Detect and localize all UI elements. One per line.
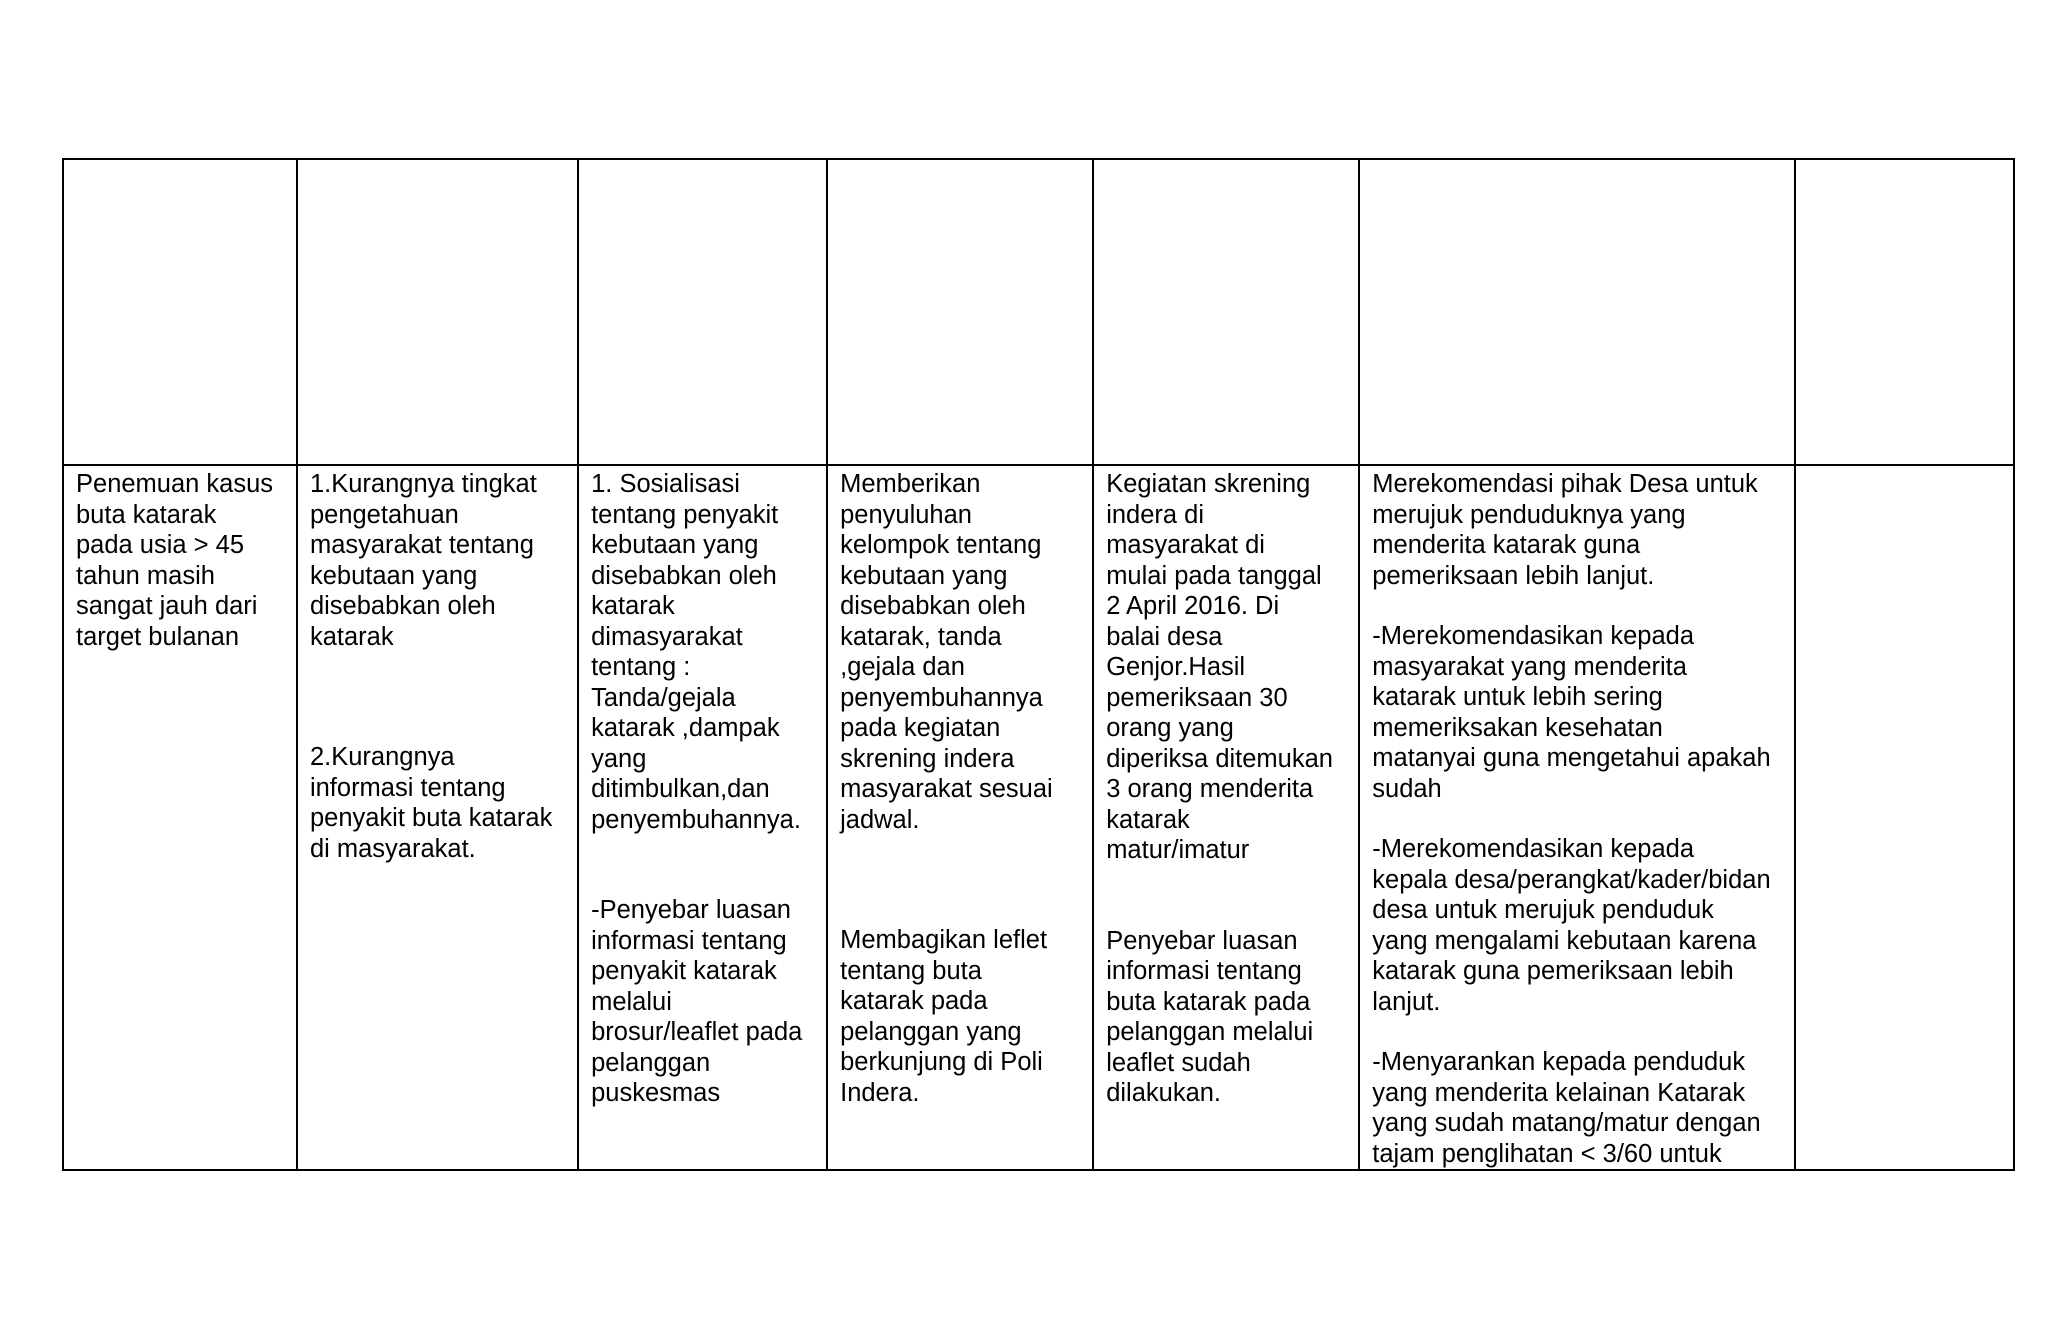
activity-text-2: Membagikan leflet tentang buta katarak pada pelanggan yang berkunjung di Poli Indera. <box>840 926 1048 1107</box>
table-cell-empty <box>63 159 297 465</box>
table-cell-empty <box>1795 465 2014 1170</box>
activity-cell <box>827 465 1093 1170</box>
table-cell-empty <box>827 159 1093 465</box>
recommendation-text-1: Merekomendasi pihak Desa untuk merujuk penduduknya yang menderita katarak guna pemeriksaan lebih lanjut. <box>1372 470 1758 590</box>
recommendation-text-4: -Menyarankan kepada penduduk yang menderita kelainan Katarak yang sudah matang/matur dengan tajam penglihatan < 3/60 untuk <box>1372 1048 1761 1168</box>
problem-cell <box>63 465 297 1170</box>
plan-cell <box>578 465 827 1170</box>
cause-text-1: 1.Kurangnya tingkat pengetahuan masyarakat tentang kebutaan yang disebabkan oleh katarak <box>309 470 537 651</box>
activity-text-1: Memberikan penyuluhan kelompok tentang kebutaan yang disebabkan oleh katarak, tanda ,gejala dan penyembuhannya pada kegiatan skrening indera masyarakat sesuai jadwal. <box>840 470 1053 834</box>
result-text-1: Kegiatan skrening indera di masyarakat di mulai pada tanggal 2 April 2016. Di balai desa Genjor.Hasil pemeriksaan 30 orang yang diperiksa ditemukan 3 orang menderita katarak matur/imatur <box>1106 470 1333 864</box>
plan-text-2: -Penyebar luasan informasi tentang penyakit katarak melalui brosur/leaflet pada pelanggan puskesmas <box>591 896 803 1107</box>
result-text-2: Penyebar luasan informasi tentang buta katarak pada pelanggan melalui leaflet sudah dilakukan. <box>1106 926 1314 1107</box>
table-cell-empty <box>1093 159 1359 465</box>
table-cell-empty <box>1359 159 1795 465</box>
cause-cell <box>297 465 578 1170</box>
evaluation-table <box>62 158 2015 1171</box>
recommendation-cell <box>1359 465 1795 1170</box>
cause-text-2: 2.Kurangnya informasi tentang penyakit buta katarak di masyarakat. <box>309 743 553 863</box>
recommendation-text-2: -Merekomendasikan kepada masyarakat yang menderita katarak untuk lebih sering memeriksakan kesehatan matanyai guna mengetahui apakah sudah <box>1372 622 1771 803</box>
table-row <box>63 159 2014 465</box>
result-cell <box>1093 465 1359 1170</box>
table-cell-empty <box>578 159 827 465</box>
table-cell-empty <box>1795 159 2014 465</box>
plan-text-1: 1. Sosialisasi tentang penyakit kebutaan yang disebabkan oleh katarak dimasyarakat tentang : Tanda/gejala katarak ,dampak yang ditimbulkan,dan penyembuhannya. <box>591 470 801 834</box>
table-row <box>63 465 2014 1170</box>
recommendation-text-3: -Merekomendasikan kepada kepala desa/perangkat/kader/bidan desa untuk merujuk penduduk yang mengalami kebutaan karena katarak guna pemeriksaan lebih lanjut. <box>1372 835 1771 1016</box>
table-cell-empty <box>297 159 578 465</box>
problem-text: Penemuan kasus buta katarak pada usia > 45 tahun masih sangat jauh dari target bulanan <box>76 470 274 651</box>
